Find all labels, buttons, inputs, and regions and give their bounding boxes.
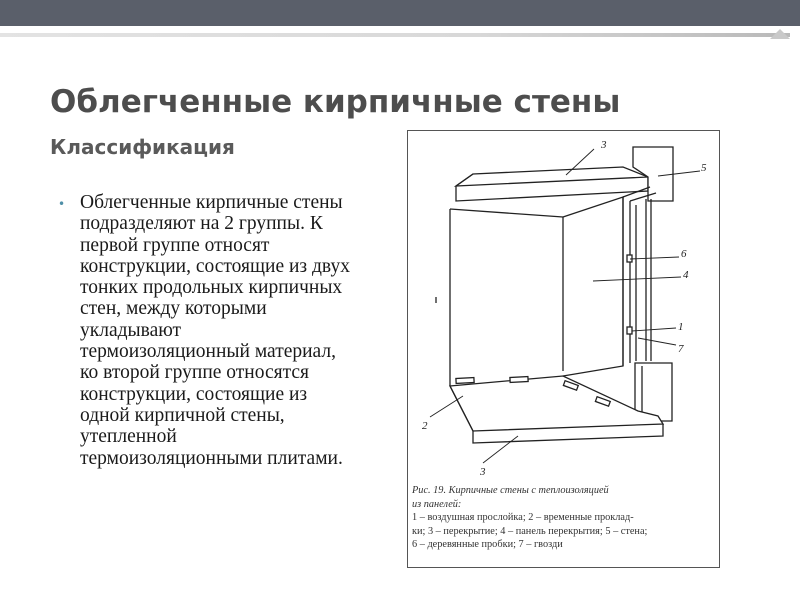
label-5: 5 <box>701 162 707 174</box>
temporary-pad <box>510 377 528 383</box>
bullet-icon: • <box>58 197 66 211</box>
label-3-bottom: 3 <box>480 466 486 478</box>
bullet-text: Облегченные кирпичные стены подразделяют на 2 группы. К первой группе относят конструкции, состоящие из двух тонких продольных кирпичных стен, между которыми укладывают термоизоляционный материал, ко второй группе относятся конструкции, состоящие из одной кирпичной стены, утепленной термоизоляционными плитами. <box>80 192 350 469</box>
temporary-pad <box>456 378 474 384</box>
top-slab <box>456 167 648 186</box>
figure-caption <box>412 484 717 552</box>
caption-line3: 6 – деревянные пробки; 7 – гвозди <box>412 539 563 551</box>
slide-title: Облегченные кирпичные стены <box>50 84 621 120</box>
right-wall <box>563 197 623 376</box>
wooden-plug <box>627 327 632 334</box>
caption-line1: 1 – воздушная прослойка; 2 – временные проклад- <box>412 512 634 524</box>
label-1: 1 <box>678 321 684 333</box>
caption-title-line1: Рис. 19. Кирпичные стены с теплоизоляцией <box>412 485 609 496</box>
caption-line2: ки; 3 – перекрытие; 4 – панель перекрытия; 5 – стена; <box>412 525 648 537</box>
label-3-top: 3 <box>601 139 607 151</box>
label-4: 4 <box>683 269 689 281</box>
header-rule <box>0 33 790 37</box>
header-notch-decoration <box>770 29 790 39</box>
label-6: 6 <box>681 248 687 260</box>
top-bar <box>0 0 800 26</box>
label-7: 7 <box>678 343 684 355</box>
slide-subtitle: Классификация <box>50 135 235 159</box>
label-2: 2 <box>422 420 428 432</box>
caption-title-line2: из панелей: <box>412 498 462 510</box>
floor-slab <box>450 376 663 431</box>
figure-panel <box>407 130 720 568</box>
